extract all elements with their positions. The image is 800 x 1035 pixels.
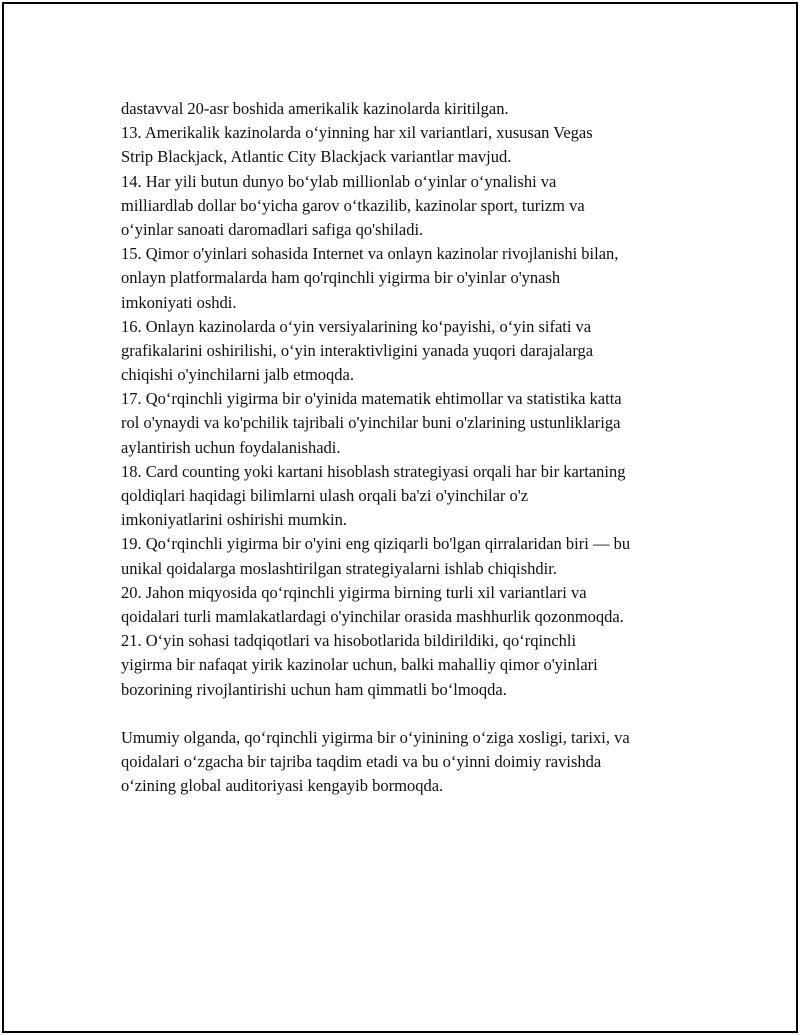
document-body	[121, 97, 696, 798]
text-line: imkoniyatlarini oshirishi mumkin.	[121, 510, 347, 530]
text-line: 21. O‘yin sohasi tadqiqotlari va hisobotlarida bildirildiki, qo‘rqinchli	[121, 631, 577, 651]
summary-line: qoidalari o‘zgacha bir tajriba taqdim etadi va bu o‘yinni doimiy ravishda	[121, 752, 602, 772]
text-line: 14. Har yili butun dunyo bo‘ylab millionlab o‘yinlar o‘ynalishi va	[121, 171, 557, 191]
summary-line: Umumiy olganda, qo‘rqinchli yigirma bir o‘yinining o‘ziga xosligi, tarixi, va	[121, 727, 630, 747]
text-line: o‘yinlar sanoati daromadlari safiga qo'shiladi.	[121, 219, 424, 239]
paragraph-spacer	[121, 702, 696, 726]
document-page	[2, 2, 798, 1033]
text-line: milliardlab dollar bo‘yicha garov o‘tkazilib, kazinolar sport, turizm va	[121, 195, 585, 215]
text-line: Strip Blackjack, Atlantic City Blackjack variantlar mavjud.	[121, 147, 512, 167]
text-line: dastavval 20-asr boshida amerikalik kazinolarda kiritilgan.	[121, 99, 509, 118]
text-line: 13. Amerikalik kazinolarda o‘yinning har xil variantlari, xususan Vegas	[121, 123, 593, 143]
text-line: qoldiqlari haqidagi bilimlarni ulash orqali ba'zi o'yinchilar o'z	[121, 486, 529, 505]
text-line: onlayn platformalarda ham qo'rqinchli yigirma bir o'yinlar o'ynash	[121, 268, 561, 288]
text-line: 20. Jahon miqyosida qo‘rqinchli yigirma birning turli xil variantlari va	[121, 582, 587, 602]
summary-line: o‘zining global auditoriyasi kengayib bormoqda.	[121, 776, 444, 796]
text-line: bozorining rivojlantirishi uchun ham qimmatli bo‘lmoqda.	[121, 679, 507, 699]
text-line: 18. Card counting yoki kartani hisoblash strategiyasi orqali har bir kartaning	[121, 461, 626, 481]
text-line: grafikalarini oshirilishi, o‘yin interaktivligini yanada yuqori darajalarga	[121, 340, 594, 360]
text-line: unikal qoidalarga moslashtirilgan strategiyalarni ishlab chiqishdir.	[121, 558, 557, 578]
text-line: 15. Qimor o'yinlari sohasida Internet va onlayn kazinolar rivojlanishi bilan,	[121, 244, 619, 264]
text-line: qoidalari turli mamlakatlardagi o'yinchilar orasida mashhurlik qozonmoqda.	[121, 606, 624, 626]
text-line: aylantirish uchun foydalanishadi.	[121, 437, 341, 457]
text-line: yigirma bir nafaqat yirik kazinolar uchun, balki mahalliy qimor o'yinlari	[121, 655, 598, 675]
text-line: imkoniyati oshdi.	[121, 292, 237, 312]
text-line: 16. Onlayn kazinolarda o‘yin versiyalarining ko‘payishi, o‘yin sifati va	[121, 316, 592, 336]
text-line: 17. Qo‘rqinchli yigirma bir o'yinida matematik ehtimollar va statistika katta	[121, 389, 622, 409]
text-line: 19. Qo‘rqinchli yigirma bir o'yini eng qiziqarli bo'lgan qirralaridan biri — bu	[121, 534, 631, 554]
text-line: rol o'ynaydi va ko'pchilik tajribali o'yinchilar buni o'zlarining ustunliklariga	[121, 413, 621, 433]
text-line: chiqishi o'yinchilarni jalb etmoqda.	[121, 365, 355, 385]
